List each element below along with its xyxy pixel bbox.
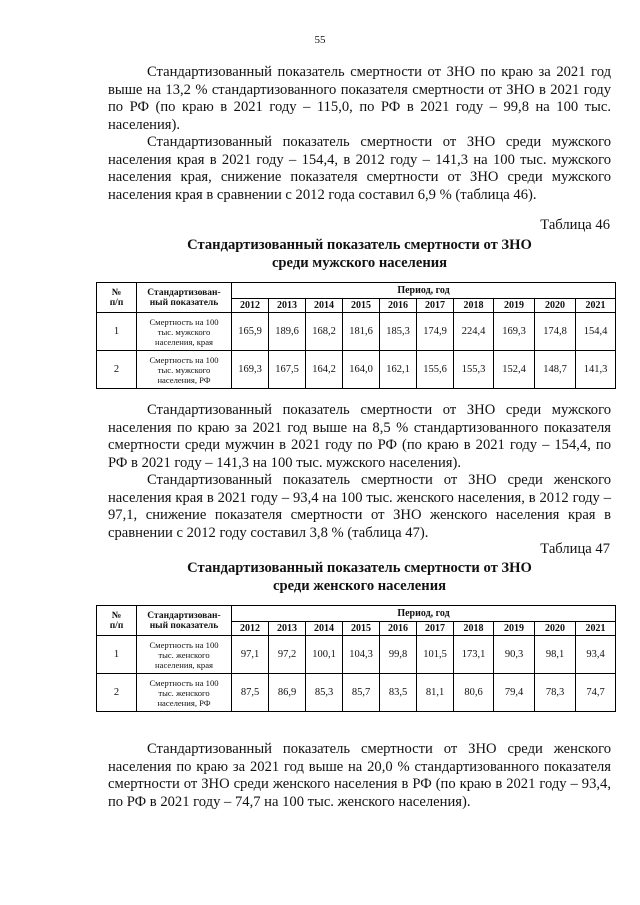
value-cell: 98,1 (535, 636, 576, 674)
row-label (137, 674, 232, 712)
header-number-line-2: п/п (109, 620, 124, 631)
year-header: 2017 (417, 622, 454, 636)
row-label-line-1: Смертность на 100 (149, 354, 219, 365)
year-header: 2018 (454, 622, 494, 636)
year-header: 2021 (576, 622, 616, 636)
table-46 (96, 282, 616, 389)
paragraph-3: Стандартизованный показатель смертности от ЗНО среди мужского населения по краю за 2021 год выше на 8,5 % стандартизованного показателя смертности среди мужчин в 2021 году по РФ (по краю в 2021 году – 154,4, по РФ в 2021 году – 141,3 на 100 тыс. мужского населения). (108, 402, 611, 471)
row-label-line-2: тыс. женского (158, 687, 210, 698)
value-cell: 164,0 (343, 351, 380, 389)
year-header: 2012 (232, 622, 269, 636)
row-label-line-3: населения, края (155, 659, 213, 670)
year-header: 2017 (417, 299, 454, 313)
value-cell: 152,4 (494, 351, 535, 389)
row-number: 1 (97, 313, 137, 351)
year-header: 2016 (380, 299, 417, 313)
year-header: 2015 (343, 299, 380, 313)
value-cell: 85,3 (306, 674, 343, 712)
value-cell: 155,3 (454, 351, 494, 389)
table-46-caption: Таблица 46 (540, 217, 610, 233)
paragraph-5: Стандартизованный показатель смертности от ЗНО среди женского населения по краю за 2021 год выше на 20,0 % стандартизованного показателя смертности от ЗНО среди женского населения в РФ (по краю в 2021 году – 93,4, по РФ в 2021 году – 74,7 на 100 тыс. женского населения). (108, 741, 611, 810)
table-47-caption: Таблица 47 (540, 541, 610, 557)
row-label-line-3: населения, РФ (157, 374, 211, 385)
year-header: 2014 (306, 622, 343, 636)
value-cell: 181,6 (343, 313, 380, 351)
value-cell: 87,5 (232, 674, 269, 712)
year-header: 2012 (232, 299, 269, 313)
paragraph-2: Стандартизованный показатель смертности от ЗНО среди мужского населения края в 2021 году – 154,4, в 2012 году – 141,3 на 100 тыс. мужского населения края, снижение показателя смертности от ЗНО среди мужского населения края в сравнении с 2012 года составил 6,9 % (таблица 46). (108, 134, 611, 203)
row-number: 2 (97, 674, 137, 712)
row-label-line-1: Смертность на 100 (149, 316, 219, 327)
header-indicator (137, 606, 232, 636)
table-47-title-line-1: Стандартизованный показатель смертности от ЗНО (187, 560, 532, 576)
value-cell: 101,5 (417, 636, 454, 674)
row-label (137, 313, 232, 351)
value-cell: 189,6 (269, 313, 306, 351)
value-cell: 104,3 (343, 636, 380, 674)
table-row (97, 351, 616, 389)
value-cell: 85,7 (343, 674, 380, 712)
table-47-title-line-2: среди женского населения (272, 578, 446, 594)
value-cell: 155,6 (417, 351, 454, 389)
value-cell: 169,3 (494, 313, 535, 351)
header-number (97, 606, 137, 636)
year-header: 2018 (454, 299, 494, 313)
value-cell: 93,4 (576, 636, 616, 674)
value-cell: 100,1 (306, 636, 343, 674)
header-indicator (137, 283, 232, 313)
value-cell: 168,2 (306, 313, 343, 351)
value-cell: 97,1 (232, 636, 269, 674)
value-cell: 169,3 (232, 351, 269, 389)
year-header: 2015 (343, 622, 380, 636)
year-header: 2013 (269, 622, 306, 636)
row-label (137, 351, 232, 389)
value-cell: 167,5 (269, 351, 306, 389)
row-label-line-1: Смертность на 100 (149, 639, 219, 650)
header-indicator-line-1: Стандартизован- (147, 287, 221, 298)
year-header: 2014 (306, 299, 343, 313)
header-period: Период, год (232, 283, 616, 299)
row-label-line-3: населения, РФ (157, 697, 211, 708)
header-number-line-1: № (111, 610, 122, 621)
value-cell: 90,3 (494, 636, 535, 674)
table-46-title (108, 236, 611, 272)
table-row (97, 636, 616, 674)
header-indicator-line-1: Стандартизован- (147, 610, 221, 621)
value-cell: 173,1 (454, 636, 494, 674)
value-cell: 97,2 (269, 636, 306, 674)
header-number-line-2: п/п (109, 297, 124, 308)
row-label-line-3: населения, края (155, 336, 213, 347)
value-cell: 154,4 (576, 313, 616, 351)
year-header: 2020 (535, 622, 576, 636)
row-number: 1 (97, 636, 137, 674)
value-cell: 224,4 (454, 313, 494, 351)
paragraph-1: Стандартизованный показатель смертности от ЗНО по краю за 2021 год выше на 13,2 % стандартизованного показателя смертности от ЗНО в 2021 году по РФ (по краю в 2021 году – 115,0, по РФ в 2021 году – 99,8 на 100 тыс. населения). (108, 64, 611, 133)
value-cell: 78,3 (535, 674, 576, 712)
header-period: Период, год (232, 606, 616, 622)
value-cell: 79,4 (494, 674, 535, 712)
value-cell: 86,9 (269, 674, 306, 712)
table-row (97, 313, 616, 351)
year-header: 2013 (269, 299, 306, 313)
value-cell: 99,8 (380, 636, 417, 674)
table-47-title (108, 559, 611, 595)
value-cell: 162,1 (380, 351, 417, 389)
paragraph-4: Стандартизованный показатель смертности от ЗНО среди женского населения края в 2021 году – 93,4 на 100 тыс. женского населения, в 2012 году – 97,1, снижение показателя смертности от ЗНО женского населения края в сравнении с 2012 году составил 3,8 % (таблица 47). (108, 472, 611, 541)
value-cell: 174,9 (417, 313, 454, 351)
row-label-line-2: тыс. мужского (157, 326, 211, 337)
table-row (97, 674, 616, 712)
value-cell: 185,3 (380, 313, 417, 351)
row-label-line-2: тыс. женского (158, 649, 210, 660)
value-cell: 83,5 (380, 674, 417, 712)
value-cell: 74,7 (576, 674, 616, 712)
value-cell: 174,8 (535, 313, 576, 351)
value-cell: 148,7 (535, 351, 576, 389)
year-header: 2016 (380, 622, 417, 636)
row-number: 2 (97, 351, 137, 389)
year-header: 2019 (494, 622, 535, 636)
header-number (97, 283, 137, 313)
year-header: 2020 (535, 299, 576, 313)
table-47 (96, 605, 616, 712)
value-cell: 80,6 (454, 674, 494, 712)
table-46-title-line-2: среди мужского населения (271, 255, 448, 271)
year-header: 2019 (494, 299, 535, 313)
row-label (137, 636, 232, 674)
header-indicator-line-2: ный показатель (149, 620, 219, 631)
value-cell: 165,9 (232, 313, 269, 351)
table-46-title-line-1: Стандартизованный показатель смертности от ЗНО (187, 237, 532, 253)
value-cell: 141,3 (576, 351, 616, 389)
value-cell: 81,1 (417, 674, 454, 712)
header-indicator-line-2: ный показатель (149, 297, 219, 308)
page-number: 55 (314, 34, 326, 46)
row-label-line-1: Смертность на 100 (149, 677, 219, 688)
value-cell: 164,2 (306, 351, 343, 389)
year-header: 2021 (576, 299, 616, 313)
header-number-line-1: № (111, 287, 122, 298)
row-label-line-2: тыс. мужского (157, 364, 211, 375)
